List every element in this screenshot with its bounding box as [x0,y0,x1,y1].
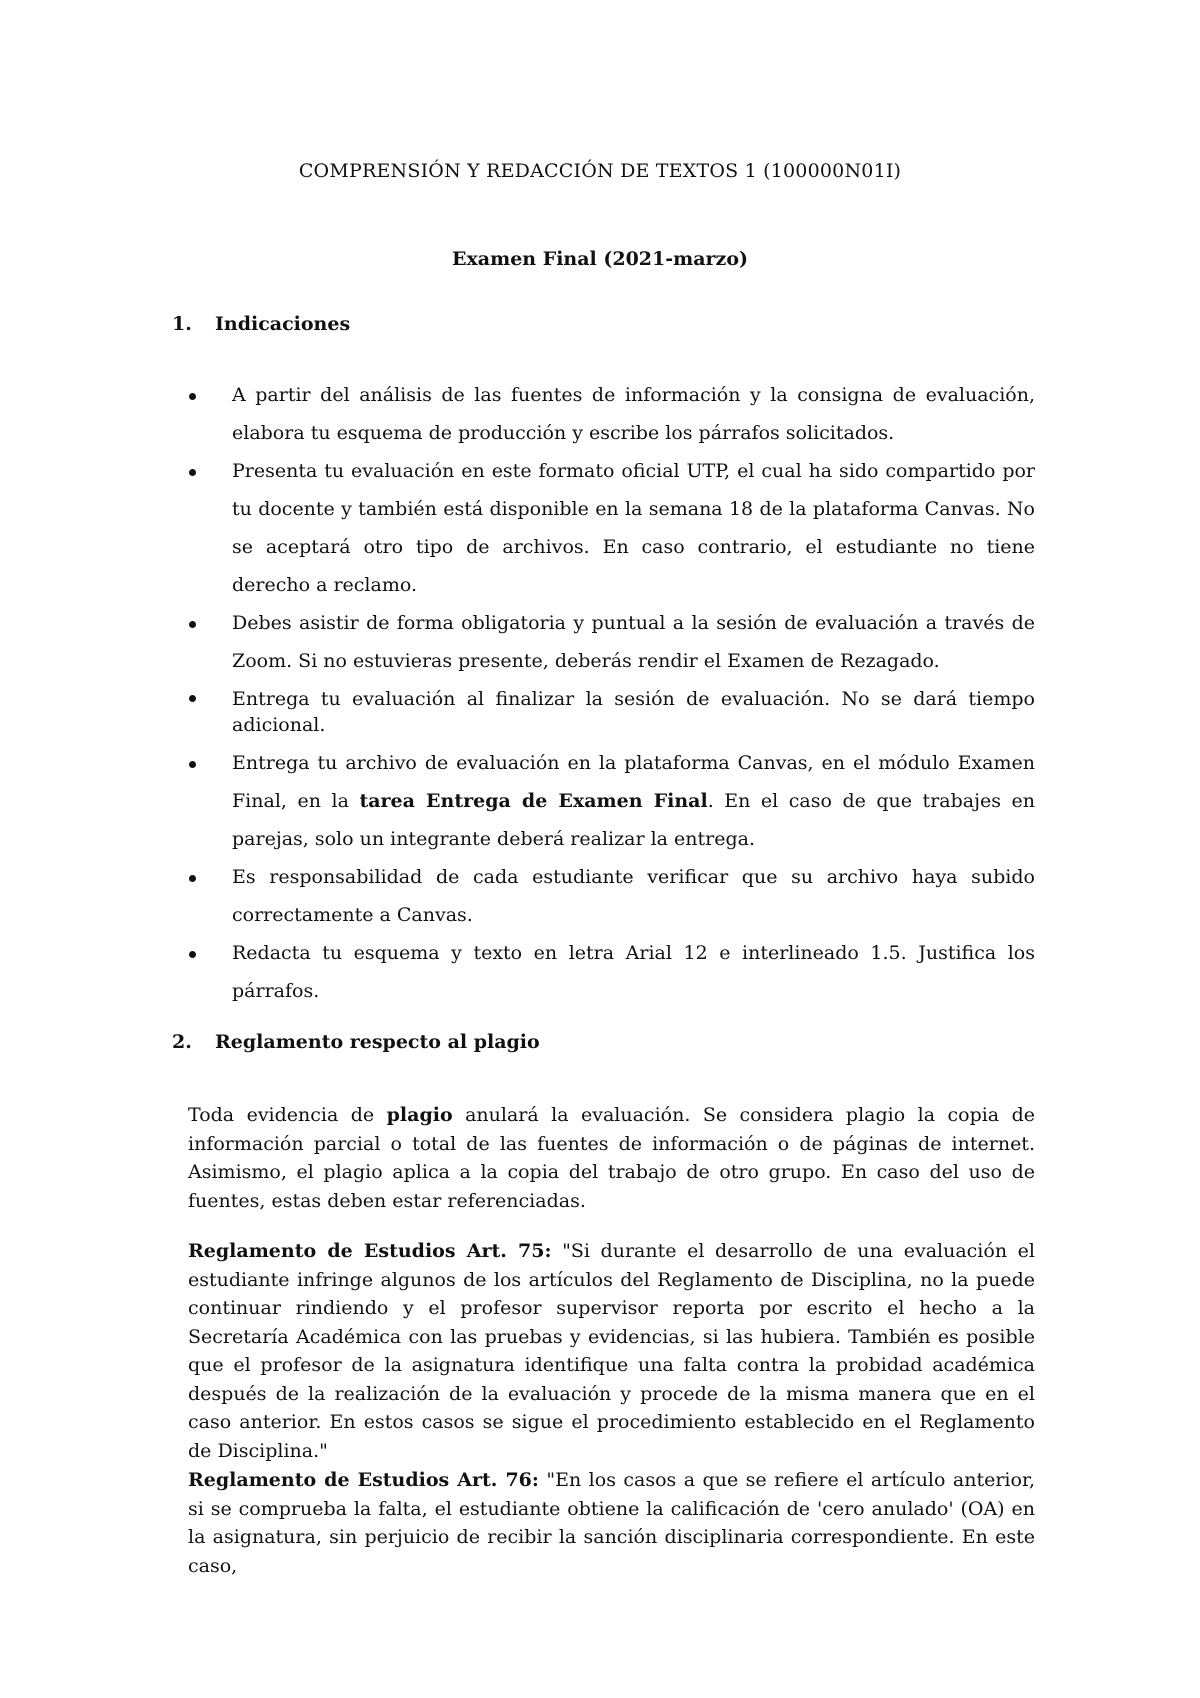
paragraph-text-part: anulará la evaluación. Se considera plagio la copia de información parcial o total de las fuentes de información o de páginas de internet. Asimismo, el plagio aplica a la copia del trabajo de otro grupo. En caso del uso de fuentes, estas deben estar referenciadas. [188,1104,1035,1212]
bullet-icon [189,695,196,702]
bullet-icon [189,951,196,958]
list-item-text: Redacta tu esquema y texto en letra Arial 12 e interlineado 1.5. Justifica los párrafos. [232,942,1035,1002]
list-item [187,934,1035,1010]
article-76-label: Reglamento de Estudios Art. 76: [188,1469,539,1491]
bullet-icon [189,469,196,476]
paragraph-text-part: "En los casos a que se refiere el artículo anterior, si se comprueba la falta, el estudiante obtiene la calificación de 'cero anulado' (OA) en la asignatura, sin perjuicio de recibir la sanción disciplinaria correspondiente. En este caso, [188,1469,1035,1577]
list-item [187,604,1035,680]
list-item [187,744,1035,858]
article-75-label: Reglamento de Estudios Art. 75: [188,1240,552,1262]
list-item-text: Debes asistir de forma obligatoria y puntual a la sesión de evaluación a través de Zoom. Si no estuvieras presente, deberás rendir el Examen de Rezagado. [232,612,1035,672]
task-name-bold: tarea Entrega de Examen Final [359,790,708,812]
bullet-icon [189,621,196,628]
indicaciones-list [187,376,1035,1010]
list-item-text: Presenta tu evaluación en este formato oficial UTP, el cual ha sido compartido por tu docente y también está disponible en la semana 18 de la plataforma Canvas. No se aceptará otro tipo de archivos. En caso contrario, el estudiante no tiene derecho a reclamo. [232,460,1035,596]
plagio-bold: plagio [386,1104,453,1126]
section-number: 2. [172,1031,192,1053]
list-item-text-part: Entrega tu archivo de evaluación en la plataforma Canvas, en el módulo Examen Final, en la [232,752,1035,812]
course-title: COMPRENSIÓN Y REDACCIÓN DE TEXTOS 1 (100000N01I) [298,160,902,182]
bullet-icon [189,761,196,768]
section-number: 1. [172,313,192,335]
list-item [187,376,1035,452]
section-heading-plagio [172,1031,540,1053]
bullet-icon [189,393,196,400]
list-item [187,858,1035,934]
list-item-text [232,752,1035,850]
exam-title: Examen Final (2021-marzo) [451,248,749,270]
section-heading-indicaciones [172,313,350,335]
list-item-text: A partir del análisis de las fuentes de información y la consigna de evaluación, elabora tu esquema de producción y escribe los párrafos solicitados. [232,384,1035,444]
list-item [187,452,1035,604]
list-item-text: Es responsabilidad de cada estudiante verificar que su archivo haya subido correctamente a Canvas. [232,866,1035,926]
article-75-paragraph [188,1237,1035,1465]
article-76-paragraph [188,1466,1035,1580]
section-title: Indicaciones [215,313,351,335]
bullet-icon [189,875,196,882]
list-item-text: Entrega tu evaluación al finalizar la sesión de evaluación. No se dará tiempo adicional. [232,688,1035,736]
paragraph-text-part: "Si durante el desarrollo de una evaluación el estudiante infringe algunos de los artículos del Reglamento de Disciplina, no la puede continuar rindiendo y el profesor supervisor reporta por escrito el hecho a la Secretaría Académica con las pruebas y evidencias, si las hubiera. También es posible que el profesor de la asignatura identifique una falta contra la probidad académica después de la realización de la evaluación y procede de la misma manera que en el caso anterior. En estos casos se sigue el procedimiento establecido en el Reglamento de Disciplina." [188,1240,1035,1462]
section-title: Reglamento respecto al plagio [215,1031,540,1053]
list-item [187,680,1035,744]
plagio-paragraph [188,1101,1035,1215]
list-item-text-part: . En el caso de que trabajes en parejas, solo un integrante deberá realizar la entrega. [232,790,1035,850]
paragraph-text-part: Toda evidencia de [188,1104,387,1126]
